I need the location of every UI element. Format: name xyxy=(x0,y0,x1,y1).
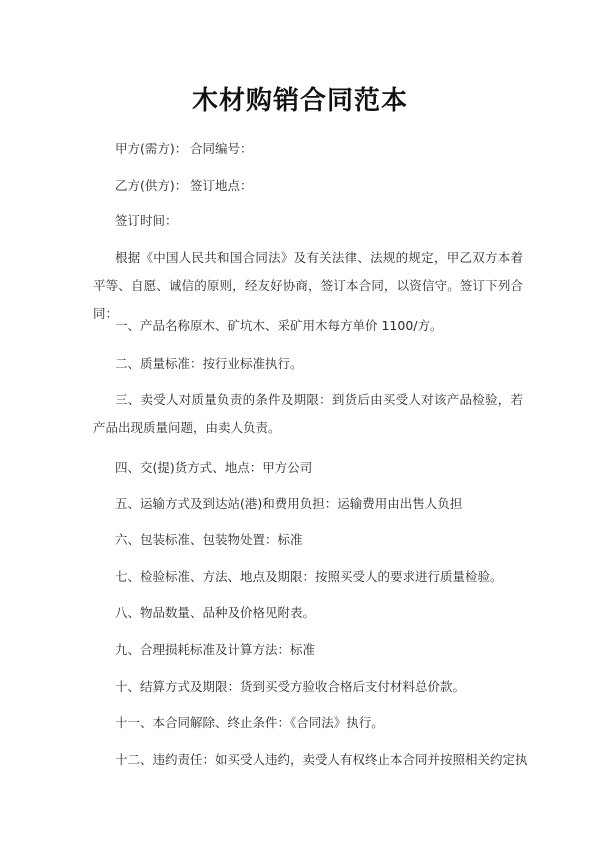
party-a-label: 甲方(需方)： xyxy=(115,141,188,156)
sign-place-label: 签订地点： xyxy=(190,178,253,193)
clause-8: 八、物品数量、品种及价格见附表。 xyxy=(115,605,316,620)
sign-time-label: 签订时间： xyxy=(115,213,178,228)
clause-9: 九、合理损耗标准及计算方法：标准 xyxy=(115,642,316,657)
clause-1: 一、产品名称原木、矿坑木、采矿用木每方单价 1100/方。 xyxy=(115,318,443,333)
clause-11: 十一、本合同解除、终止条件：《合同法》执行。 xyxy=(115,715,384,730)
page-title: 木材购销合同范本 xyxy=(191,86,408,116)
clause-10: 十、结算方式及期限：货到买受方验收合格后支付材料总价款。 xyxy=(115,679,466,694)
clause-6: 六、包装标准、包装物处置：标准 xyxy=(115,532,303,547)
clause-12: 十二、违约责任：如买受人违约，卖受人有权终止本合同并按照相关约定执 xyxy=(115,752,528,767)
party-b-label: 乙方(供方)： xyxy=(115,178,188,193)
clause-7: 七、检验标准、方法、地点及期限：按照买受人的要求进行质量检验。 xyxy=(115,569,503,584)
preamble-paragraph: 根据《中国人民共和国合同法》及有关法律、法规的规定，甲乙双方本着平等、自愿、诚信的原则，经友好协商，签订本合同，以资信守。签订下列合同： xyxy=(93,250,523,321)
clause-2: 二、质量标准：按行业标准执行。 xyxy=(115,356,303,371)
contract-number-label: 合同编号： xyxy=(190,141,253,156)
clause-4: 四、交(提)货方式、地点：甲方公司 xyxy=(115,460,313,475)
clause-5: 五、运输方式及到达站(港)和费用负担：运输费用由出售人负担 xyxy=(115,496,463,511)
clause-3: 三、卖受人对质量负责的条件及期限：到货后由买受人对该产品检验，若产品出现质量问题，由卖人负责。 xyxy=(93,392,523,435)
